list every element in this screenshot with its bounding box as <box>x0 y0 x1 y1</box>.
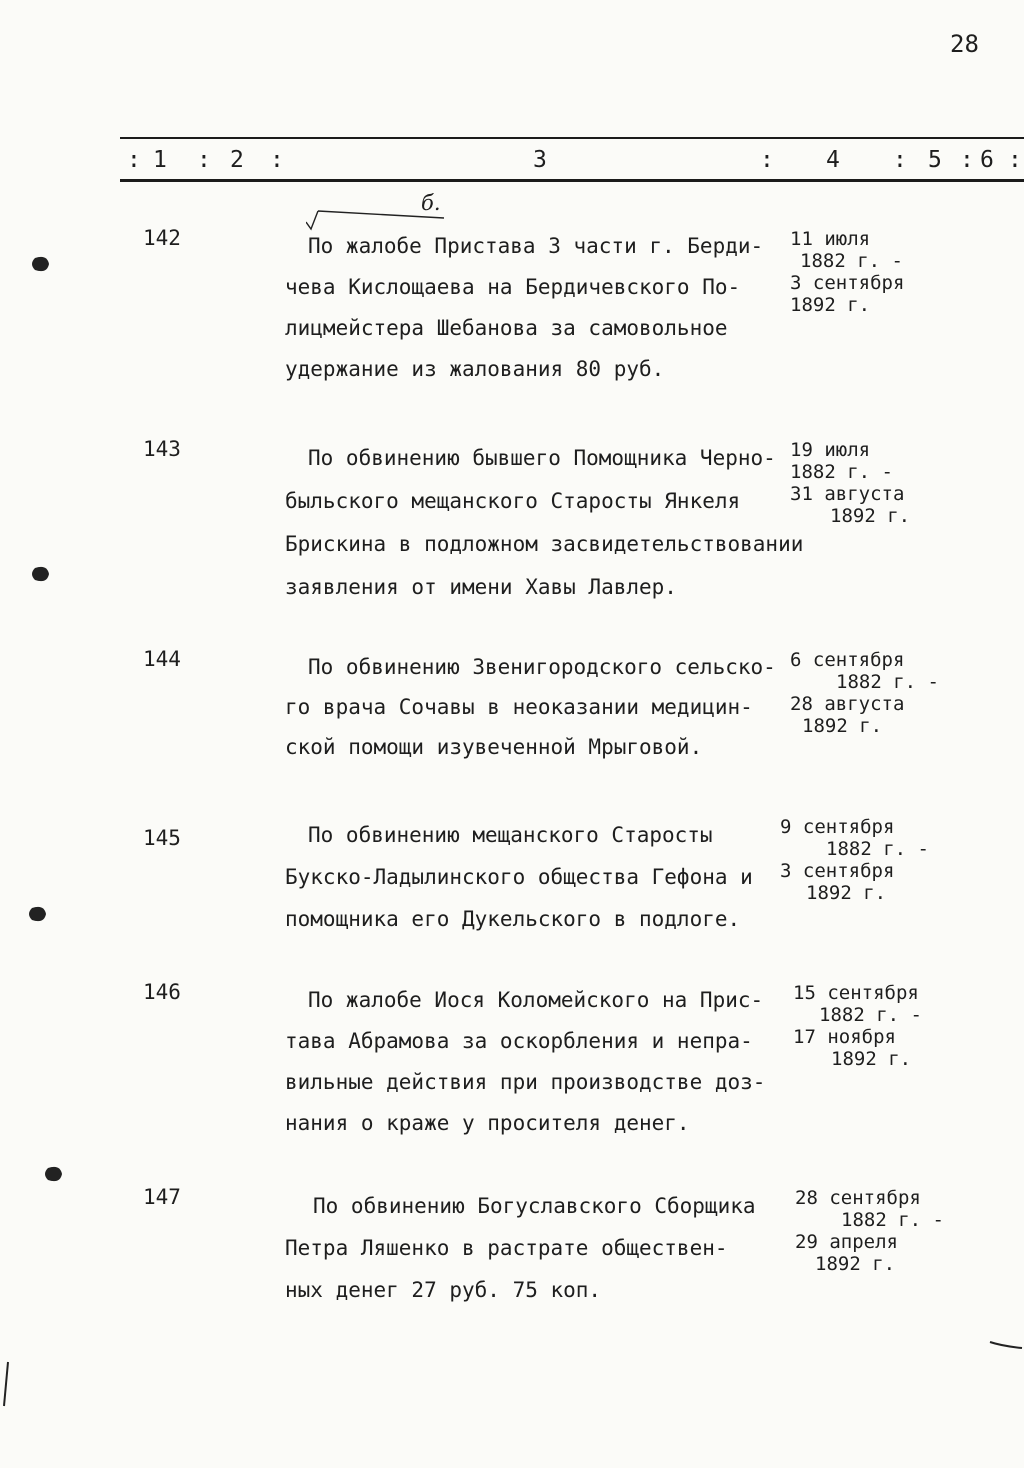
description-line: заявления от имени Хавы Лавлер. <box>285 575 677 599</box>
column-header-6: 6 <box>980 147 994 173</box>
description-line: По обвинению мещанского Старосты <box>308 823 713 847</box>
entry-description <box>285 1185 805 1311</box>
entry-description <box>285 814 805 940</box>
description-line: Брискина в подложном засвидетельствовании <box>285 532 804 556</box>
entry-dates <box>790 228 965 316</box>
entry-dates <box>780 816 955 904</box>
description-line: По обвинению Богуславского Сборщика <box>313 1194 756 1218</box>
margin-pen-mark <box>988 1336 1024 1356</box>
end-date: 3 сентября <box>780 860 895 882</box>
start-year: 1882 г. - <box>836 671 939 693</box>
binder-hole-mark <box>22 900 52 930</box>
description-line: быльского мещанского Старосты Янкеля <box>285 489 741 513</box>
description-line: Петра Ляшенко в растрате обществен- <box>285 1236 728 1260</box>
description-line: помощника его Дукельского в подлоге. <box>285 907 741 931</box>
entry-description <box>285 226 805 390</box>
description-line: лицмейстера Шебанова за самовольное <box>285 316 728 340</box>
column-separator: : <box>197 147 211 173</box>
end-date: 28 августа <box>790 693 905 715</box>
end-year: 1892 г. <box>815 1253 896 1275</box>
start-date: 6 сентября <box>790 649 905 671</box>
start-date: 19 июля <box>790 439 871 461</box>
end-year: 1892 г. <box>802 715 883 737</box>
entry-description <box>285 647 805 767</box>
entry-description <box>285 980 805 1144</box>
column-separator: : <box>270 147 284 173</box>
description-line: чева Кислощаева на Бердичевского По- <box>285 275 741 299</box>
description-line: По жалобе Иося Коломейского на Прис- <box>308 988 764 1012</box>
end-date: 29 апреля <box>795 1231 898 1253</box>
start-date: 9 сентября <box>780 816 895 838</box>
header-bottom-rule <box>120 179 1024 182</box>
entry-number: 145 <box>143 826 181 850</box>
end-date: 3 сентября <box>790 272 905 294</box>
column-header-4: 4 <box>826 147 840 173</box>
end-year: 1892 г. <box>830 505 911 527</box>
description-line: По обвинению Звенигородского сельско- <box>308 655 776 679</box>
description-line: нания о краже у просителя денег. <box>285 1111 690 1135</box>
end-date: 17 ноября <box>793 1026 896 1048</box>
start-year: 1882 г. - <box>819 1004 922 1026</box>
column-header-5: 5 <box>928 147 942 173</box>
description-line: Букско-Ладылинского общества Гефона и <box>285 865 753 889</box>
entry-number: 142 <box>143 226 181 250</box>
end-year: 1892 г. <box>806 882 887 904</box>
start-year: 1882 г. - <box>841 1209 944 1231</box>
column-header-1: 1 <box>153 147 167 173</box>
start-date: 11 июля <box>790 228 871 250</box>
entry-number: 146 <box>143 980 181 1004</box>
column-header-2: 2 <box>230 147 244 173</box>
end-year: 1892 г. <box>790 294 871 316</box>
start-date: 28 сентября <box>795 1187 921 1209</box>
entry-description <box>285 437 805 609</box>
entry-dates <box>790 649 965 737</box>
start-year: 1882 г. - <box>800 250 903 272</box>
description-line: ской помощи изувеченной Мрыговой. <box>285 735 703 759</box>
description-line: По жалобе Пристава 3 части г. Берди- <box>308 234 764 258</box>
description-line: вильные действия при производстве доз- <box>285 1070 766 1094</box>
description-line: тава Абрамова за оскорбления и непра- <box>285 1029 753 1053</box>
column-separator: : <box>960 147 974 173</box>
start-date: 15 сентября <box>793 982 919 1004</box>
column-separator: : <box>127 147 141 173</box>
header-top-rule <box>120 137 1024 139</box>
entry-dates <box>795 1187 970 1275</box>
entry-dates <box>793 982 968 1070</box>
column-header-3: 3 <box>533 147 547 173</box>
binder-hole-mark <box>25 250 55 280</box>
description-line: ных денег 27 руб. 75 коп. <box>285 1278 602 1302</box>
page-number: 28 <box>950 30 979 58</box>
start-year: 1882 г. - <box>826 838 929 860</box>
margin-pen-mark <box>0 1360 14 1410</box>
column-separator: : <box>893 147 907 173</box>
column-header-row <box>0 147 1024 177</box>
end-year: 1892 г. <box>831 1048 912 1070</box>
entry-number: 144 <box>143 647 181 671</box>
column-separator: : <box>1008 147 1022 173</box>
description-line: По обвинению бывшего Помощника Черно- <box>308 446 776 470</box>
entry-dates <box>790 439 965 527</box>
binder-hole-mark <box>25 560 55 590</box>
description-line: го врача Сочавы в неоказании медицин- <box>285 695 753 719</box>
description-line: удержание из жалования 80 руб. <box>285 357 665 381</box>
handwritten-note: б. <box>421 191 441 215</box>
entry-number: 147 <box>143 1185 181 1209</box>
start-year: 1882 г. - <box>790 461 893 483</box>
column-separator: : <box>760 147 774 173</box>
entry-number: 143 <box>143 437 181 461</box>
end-date: 31 августа <box>790 483 905 505</box>
binder-hole-mark <box>38 1160 68 1190</box>
